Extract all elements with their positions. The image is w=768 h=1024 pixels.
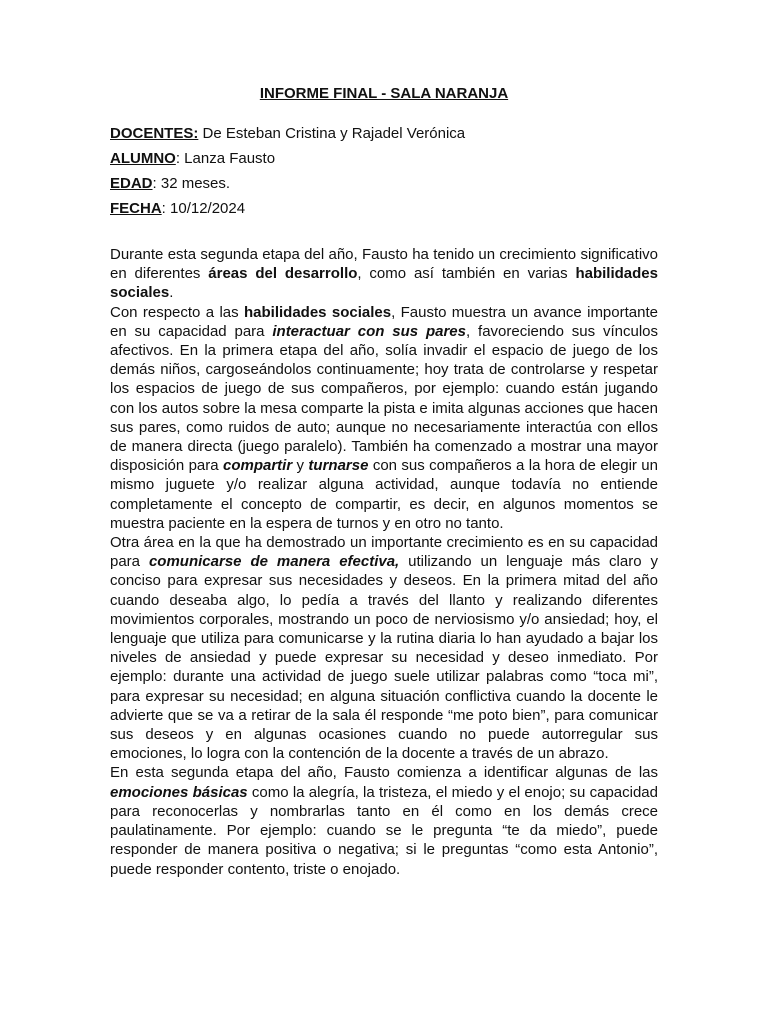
text-run: utilizando un lenguaje más claro y conciso para expresar sus necesidades y deseos. En la primera mitad del año cuando deseaba algo, lo pedía a través del llanto y realizando diferentes movimientos corporales, mostrando un poco de nerviosismo y/o ansiedad; hoy, el lenguaje que utiliza para comunicarse y la rutina diaria lo han ayudado a bajar los niveles de ansiedad y puede expresar su necesidad y deseo inmediato. Por ejemplo: durante una actividad de juego suele utilizar palabras como “toca mi”, para expresar su necesidad; en alguna situación conflictiva cuando la docente le advierte que se va a retirar de la sala él responde “me poto bien”, para comunicar sus deseos y en algunas ocasiones cuando no puede autorregular sus emociones, lo logra con la contención de la docente a través de un abrazo.: [110, 553, 658, 763]
emphasis-turnarse: turnarse: [308, 457, 369, 475]
text-run: Durante esta segunda etapa del año, Fausto ha tenido un crecimiento significativo en diferentes: [110, 246, 658, 283]
fecha-line: [110, 199, 658, 219]
text-run: con sus compañeros a la hora de elegir un mismo juguete y/o realizar alguna actividad, aunque todavía no entiende completamente el concepto de compartir, es decir, en algunos momentos se muestra paciente en la espera de turnos y en otro no tanto.: [110, 457, 658, 532]
edad-value: : 32 meses.: [152, 175, 231, 192]
emphasis-comunicarse: comunicarse de manera efectiva,: [148, 553, 400, 571]
text-run: y: [292, 457, 309, 475]
edad-line: [110, 174, 658, 194]
paragraph-development: [110, 245, 658, 303]
docentes-label: DOCENTES:: [110, 125, 199, 142]
document-title: INFORME FINAL - SALA NARANJA: [259, 85, 509, 102]
alumno-line: [110, 149, 658, 169]
docentes-line: [110, 124, 658, 144]
emphasis-habilidades-sociales: habilidades sociales: [243, 303, 392, 321]
paragraph-social-skills: [110, 303, 658, 533]
text-run: .: [169, 284, 174, 302]
emphasis-areas-desarrollo: áreas del desarrollo: [208, 265, 358, 283]
alumno-value: : Lanza Fausto: [175, 150, 276, 167]
text-run: Con respecto a las: [110, 303, 244, 321]
emphasis-habilidades-sociales: habilidades sociales: [110, 265, 658, 302]
text-run: Otra área en la que ha demostrado un importante crecimiento es en su capacidad para: [110, 534, 658, 571]
text-run: En esta segunda etapa del año, Fausto comienza a identificar algunas de las: [110, 764, 658, 782]
paragraph-communication: [110, 533, 658, 763]
docentes-value: De Esteban Cristina y Rajadel Verónica: [198, 125, 466, 142]
fecha-label: FECHA: [110, 200, 162, 217]
emphasis-compartir: compartir: [222, 457, 293, 475]
text-run: , como así también en varias: [357, 265, 576, 283]
emphasis-interactuar: interactuar con sus pares: [272, 322, 466, 340]
text-run: , Fausto muestra un avance importante en su capacidad para: [110, 303, 658, 340]
paragraph-emotions: [110, 763, 658, 878]
document-page: [110, 84, 658, 879]
edad-label: EDAD: [110, 175, 153, 192]
alumno-label: ALUMNO: [110, 150, 176, 167]
text-run: , favoreciendo sus vínculos afectivos. En la primera etapa del año, solía invadir el espacio de juego de los demás niños, cargoseándolos continuamente; hoy trata de controlarse y respetar los espacios de juego de sus compañeros, por ejemplo: cuando están jugando con los autos sobre la mesa comparte la pista e imita algunas acciones que hacen sus pares, como ruidos de auto; aunque no necesariamente interactúa con ellos de manera directa (juego paralelo). También ha comenzado a mostrar una mayor disposición para: [110, 322, 658, 475]
fecha-value: : 10/12/2024: [161, 200, 246, 217]
text-run: como la alegría, la tristeza, el miedo y el enojo; su capacidad para reconocerlas y nombrarlas tanto en él como en los demás crece paulatinamente. Por ejemplo: cuando se le pregunta “te da miedo”, puede responder de manera positiva o negativa; si le preguntas “como esta Antonio”, puede responder contento, triste o enojado.: [110, 783, 658, 878]
report-body: [110, 245, 658, 879]
emphasis-emociones-basicas: emociones básicas: [110, 783, 248, 801]
